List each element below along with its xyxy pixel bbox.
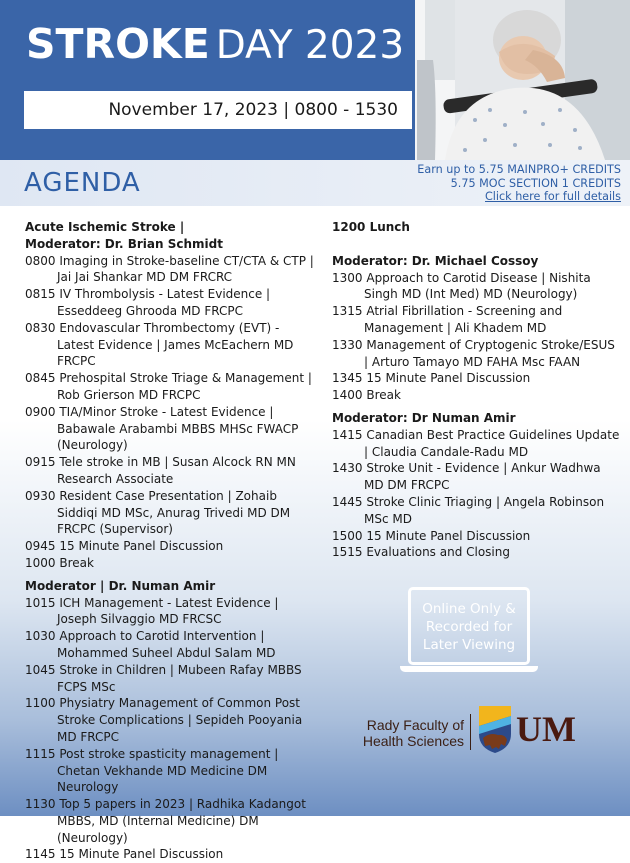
agenda-item: 0900 TIA/Minor Stroke - Latest Evidence | Babawale Arabambi MBBS MHSc FWACP (Neurology) — [25, 404, 299, 453]
agenda-item: 1015 ICH Management - Latest Evidence | Joseph Silvaggio MD FRCSC — [25, 595, 279, 627]
agenda-item: 0845 Prehospital Stroke Triage & Management | Rob Grierson MD FRCPC — [25, 371, 312, 402]
agenda-item: 1300 Approach to Carotid Disease | Nishita Singh MD (Int Med) MD (Neurology) — [332, 270, 591, 302]
faculty-name-line1: Rady Faculty of — [366, 717, 464, 733]
section-heading-acute: Acute Ischemic Stroke | — [25, 220, 185, 234]
agenda-item: 1430 Stroke Unit - Evidence | Ankur Wadhwa MD DM FRCPC — [332, 461, 601, 493]
agenda-item: 1415 Canadian Best Practice Guidelines Update | Claudia Candale-Radu MD — [332, 427, 620, 459]
event-title-rest: DAY 2023 — [215, 23, 405, 68]
um-wordmark: UM — [516, 709, 576, 749]
monitor-base — [400, 666, 538, 672]
agenda-item: 0800 Imaging in Stroke-baseline CT/CTA & CTP | Jai Jai Shankar MD DM FRCRC — [25, 253, 314, 285]
agenda-item: 1315 Atrial Fibrillation - Screening and Management | Ali Khadem MD — [332, 304, 563, 335]
spacer — [332, 236, 622, 253]
credits-mainpro: Earn up to 5.75 MAINPRO+ CREDITS — [417, 163, 621, 176]
agenda-item: 0930 Resident Case Presentation | Zohaib Siddiqi MD MSc, Anurag Trivedi MD DM FRCPC (Supervisor) — [25, 488, 291, 537]
agenda-item: 1345 15 Minute Panel Discussion — [332, 371, 531, 386]
agenda-item: 0815 IV Thrombolysis - Latest Evidence | Esseddeeg Ghrooda MD FRCPC — [25, 287, 271, 318]
event-date: November 17, 2023 | 0800 - 1530 — [24, 91, 412, 129]
university-shield-icon — [478, 704, 512, 754]
logo-divider — [470, 714, 471, 750]
header-banner — [0, 0, 630, 160]
monitor-line-3: Later Viewing — [422, 637, 516, 653]
moderator-heading-cossoy: Moderator: Dr. Michael Cossoy — [332, 253, 539, 268]
agenda-item: 1145 15 Minute Panel Discussion — [25, 847, 224, 862]
agenda-item: 1500 15 Minute Panel Discussion — [332, 528, 531, 543]
agenda-item: 1330 Management of Cryptogenic Stroke/ESUS | Arturo Tamayo MD FAHA Msc FAAN — [332, 337, 615, 369]
event-title-bold: STROKE — [26, 20, 210, 68]
agenda-left-column — [25, 219, 319, 863]
agenda-item: 1100 Physiatry Management of Common Post Stroke Complications | Sepideh Pooyania MD FRCPC — [25, 696, 303, 744]
agenda-item: 1130 Top 5 papers in 2023 | Radhika Kadangot MBBS, MD (Internal Medicine) DM (Neurology) — [25, 797, 306, 845]
elderly-woman-photo — [415, 0, 630, 160]
credits-moc: 5.75 MOC SECTION 1 CREDITS — [450, 176, 621, 190]
agenda-item: 1000 Break — [25, 555, 94, 570]
agenda-item: 0915 Tele stroke in MB | Susan Alcock RN MN Research Associate — [25, 455, 296, 486]
monitor-icon — [400, 587, 538, 675]
moderator-heading-amir: Moderator | Dr. Numan Amir — [25, 578, 216, 593]
agenda-item: 1115 Post stroke spasticity management | Chetan Vekhande MD Medicine DM Neurology — [25, 746, 279, 795]
credits-info — [417, 163, 621, 204]
agenda-heading: AGENDA — [24, 168, 141, 198]
faculty-name-line2: Health Sciences — [362, 733, 464, 749]
agenda-item: 0945 15 Minute Panel Discussion — [25, 539, 224, 554]
rady-faculty-logo — [356, 717, 464, 749]
lunch-heading: 1200 Lunch — [332, 220, 410, 234]
full-details-link[interactable]: Click here for full details — [485, 190, 621, 203]
agenda-item: 0830 Endovascular Thrombectomy (EVT) - Latest Evidence | James McEachern MD FRCPC — [25, 320, 294, 369]
agenda-item: 1045 Stroke in Children | Mubeen Rafay MBBS FCPS MSc — [25, 662, 302, 694]
event-title — [26, 20, 404, 68]
agenda-band — [0, 160, 630, 206]
agenda-item: 1445 Stroke Clinic Triaging | Angela Robinson MSc MD — [332, 494, 605, 526]
agenda-item: 1515 Evaluations and Closing — [332, 545, 510, 560]
moderator-heading-schmidt: Moderator: Dr. Brian Schmidt — [25, 236, 223, 251]
monitor-line-1: Online Only & — [422, 601, 516, 617]
agenda-right-column — [332, 219, 622, 561]
agenda-item: 1030 Approach to Carotid Intervention | Mohammed Suheel Abdul Salam MD — [25, 629, 276, 660]
monitor-screen — [408, 587, 530, 665]
moderator-heading-amir-2: Moderator: Dr Numan Amir — [332, 410, 516, 425]
agenda-item: 1400 Break — [332, 388, 401, 403]
monitor-line-2: Recorded for — [425, 619, 513, 635]
